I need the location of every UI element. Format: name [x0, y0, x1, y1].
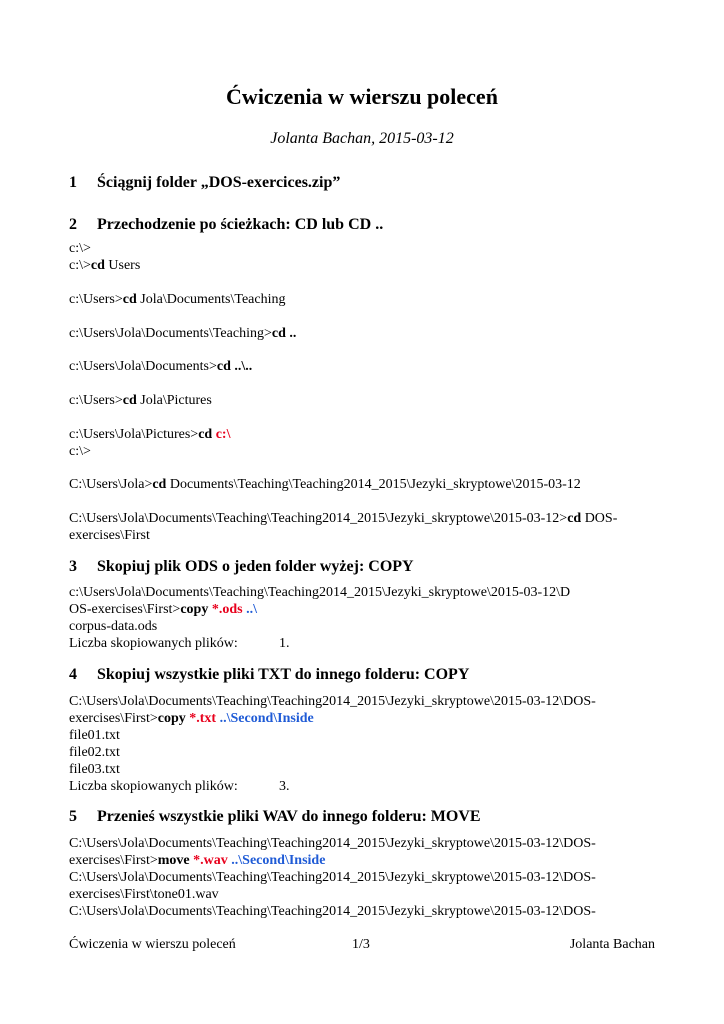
section-title: Ściągnij folder „DOS-exercices.zip”	[97, 174, 341, 191]
command-line: c:\Users\Jola\Documents\Teaching\Teaching2014_2015\Jezyki_skryptowe\2015-03-12\D	[69, 585, 571, 600]
section-1-heading	[69, 174, 340, 192]
section-title: Przechodzenie po ścieżkach: CD lub CD ..	[97, 216, 384, 233]
output-line: file03.txt	[69, 762, 120, 777]
command-line: c:\Users\Jola\Pictures>cd c:\	[69, 427, 231, 442]
output-line: exercises\First\tone01.wav	[69, 887, 219, 902]
highlight-red: *.txt	[189, 711, 217, 726]
highlight-blue: ..\Second\Inside	[216, 711, 314, 726]
document-title: Ćwiczenia w wierszu poleceń	[226, 84, 498, 109]
section-number: 4	[69, 666, 77, 683]
output-line: C:\Users\Jola\Documents\Teaching\Teaching2014_2015\Jezyki_skryptowe\2015-03-12\DOS-	[69, 870, 596, 885]
section-number: 2	[69, 216, 77, 233]
command-line: c:\Users\Jola\Documents\Teaching>cd ..	[69, 326, 297, 341]
highlight-red: c:\	[212, 427, 231, 442]
output-line: file01.txt	[69, 728, 120, 743]
command-line: c:\>cd Users	[69, 258, 141, 273]
section-5-heading	[69, 808, 481, 826]
command-line: c:\Users>cd Jola\Pictures	[69, 393, 212, 408]
highlight-blue: ..\Second\Inside	[227, 853, 326, 868]
command-line: exercises\First	[69, 528, 150, 543]
highlight-blue: ..\	[242, 602, 257, 617]
command-line: c:\Users>cd Jola\Documents\Teaching	[69, 292, 286, 307]
section-4-heading	[69, 666, 469, 684]
section-number: 5	[69, 808, 77, 825]
highlight-red: *.ods	[211, 602, 243, 617]
footer-author: Jolanta Bachan	[569, 937, 655, 952]
section-3-heading	[69, 558, 414, 576]
output-line: Liczba skopiowanych plików: 1.	[69, 636, 290, 651]
section-number: 3	[69, 558, 77, 575]
command-line: exercises\First>copy *.txt ..\Second\Inside	[69, 711, 314, 726]
highlight-red: *.wav	[193, 853, 228, 868]
section-number: 1	[69, 174, 77, 191]
section-title: Skopiuj wszystkie pliki TXT do innego folderu: COPY	[97, 666, 470, 683]
footer-page-number: 1/3	[352, 937, 370, 952]
command-line: c:\>	[69, 241, 91, 256]
output-line: C:\Users\Jola\Documents\Teaching\Teaching2014_2015\Jezyki_skryptowe\2015-03-12\DOS-	[69, 904, 596, 919]
footer-title: Ćwiczenia w wierszu poleceń	[69, 937, 236, 952]
command-line: OS-exercises\First>copy *.ods ..\	[69, 602, 257, 617]
section-title: Skopiuj plik ODS o jeden folder wyżej: COPY	[97, 558, 414, 575]
output-line: corpus-data.ods	[69, 619, 158, 634]
author-date-line: Jolanta Bachan, 2015-03-12	[270, 130, 454, 147]
command-line: C:\Users\Jola\Documents\Teaching\Teaching2014_2015\Jezyki_skryptowe\2015-03-12>cd DOS-	[69, 511, 618, 526]
command-line: c:\Users\Jola\Documents>cd ..\..	[69, 359, 253, 374]
output-line: Liczba skopiowanych plików: 3.	[69, 779, 290, 794]
command-line: C:\Users\Jola\Documents\Teaching\Teaching2014_2015\Jezyki_skryptowe\2015-03-12\DOS-	[69, 694, 596, 709]
section-title: Przenieś wszystkie pliki WAV do innego folderu: MOVE	[97, 808, 481, 825]
command-line: exercises\First>move *.wav ..\Second\Inside	[69, 853, 326, 868]
command-line: C:\Users\Jola>cd Documents\Teaching\Teaching2014_2015\Jezyki_skryptowe\2015-03-12	[69, 477, 581, 492]
output-line: file02.txt	[69, 745, 120, 760]
section-2-heading	[69, 216, 383, 234]
command-line: c:\>	[69, 444, 91, 459]
command-line: C:\Users\Jola\Documents\Teaching\Teaching2014_2015\Jezyki_skryptowe\2015-03-12\DOS-	[69, 836, 596, 851]
